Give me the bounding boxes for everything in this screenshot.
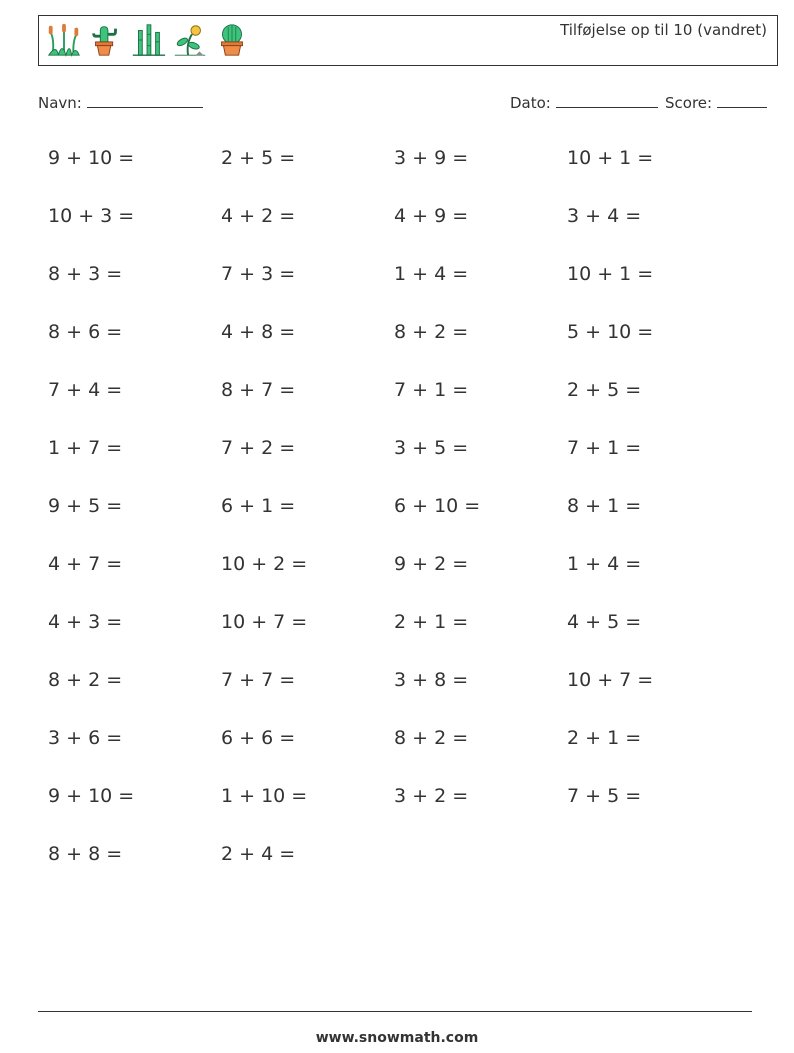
problem-item: 2 + 5 = [221,147,296,169]
score-label: Score: [665,94,713,112]
problem-item: 3 + 2 = [394,785,469,807]
icon-strip [45,21,251,59]
problem-item: 2 + 4 = [221,843,296,865]
problem-item: 8 + 6 = [48,321,123,343]
score-blank[interactable] [717,93,767,108]
problem-item: 8 + 8 = [48,843,123,865]
problem-item: 4 + 2 = [221,205,296,227]
problem-item: 3 + 9 = [394,147,469,169]
problem-item: 3 + 6 = [48,727,123,749]
problem-item: 7 + 5 = [567,785,642,807]
problem-item: 10 + 2 = [221,553,308,575]
problem-item: 3 + 8 = [394,669,469,691]
problem-item: 6 + 10 = [394,495,481,517]
problem-item: 1 + 4 = [567,553,642,575]
problem-item: 3 + 4 = [567,205,642,227]
problem-item: 6 + 1 = [221,495,296,517]
score-field[interactable] [665,93,767,112]
problem-item: 1 + 4 = [394,263,469,285]
problem-item: 4 + 3 = [48,611,123,633]
name-field[interactable] [38,93,203,112]
footer-site: www.snowmath.com [315,1030,479,1046]
problem-item: 3 + 5 = [394,437,469,459]
problem-item: 4 + 9 = [394,205,469,227]
problem-item: 9 + 5 = [48,495,123,517]
header-box [38,15,778,66]
problem-item: 7 + 1 = [567,437,642,459]
problem-item: 1 + 7 = [48,437,123,459]
name-label: Navn: [38,94,82,112]
date-label: Dato: [510,94,551,112]
problem-item: 7 + 4 = [48,379,123,401]
problem-item: 8 + 2 = [394,321,469,343]
problem-item: 9 + 10 = [48,147,135,169]
round-cactus-pot-icon [213,21,251,59]
problem-item: 8 + 7 = [221,379,296,401]
problem-item: 2 + 1 = [567,727,642,749]
footer-divider [38,1011,752,1012]
worksheet-title: Tilføjelse op til 10 (vandret) [560,21,767,39]
problem-item: 2 + 1 = [394,611,469,633]
problem-item: 9 + 10 = [48,785,135,807]
cattail-plant-icon [45,21,83,59]
problem-item: 10 + 1 = [567,147,654,169]
potted-cactus-icon [87,21,125,59]
problem-item: 8 + 2 = [394,727,469,749]
problem-item: 10 + 7 = [567,669,654,691]
problem-item: 9 + 2 = [394,553,469,575]
problem-item: 7 + 7 = [221,669,296,691]
problem-item: 1 + 10 = [221,785,308,807]
flowering-plant-icon [171,21,209,59]
problem-item: 4 + 5 = [567,611,642,633]
problem-item: 4 + 8 = [221,321,296,343]
problem-item: 8 + 3 = [48,263,123,285]
bamboo-icon [129,21,167,59]
problem-item: 4 + 7 = [48,553,123,575]
problem-item: 10 + 7 = [221,611,308,633]
problem-item: 7 + 2 = [221,437,296,459]
problem-item: 6 + 6 = [221,727,296,749]
problem-item: 7 + 3 = [221,263,296,285]
name-blank[interactable] [87,93,203,108]
problem-item: 7 + 1 = [394,379,469,401]
problem-item: 2 + 5 = [567,379,642,401]
problem-item: 5 + 10 = [567,321,654,343]
problem-item: 8 + 2 = [48,669,123,691]
date-blank[interactable] [556,93,658,108]
problem-item: 8 + 1 = [567,495,642,517]
date-field[interactable] [510,93,658,112]
problem-item: 10 + 1 = [567,263,654,285]
problem-item: 10 + 3 = [48,205,135,227]
